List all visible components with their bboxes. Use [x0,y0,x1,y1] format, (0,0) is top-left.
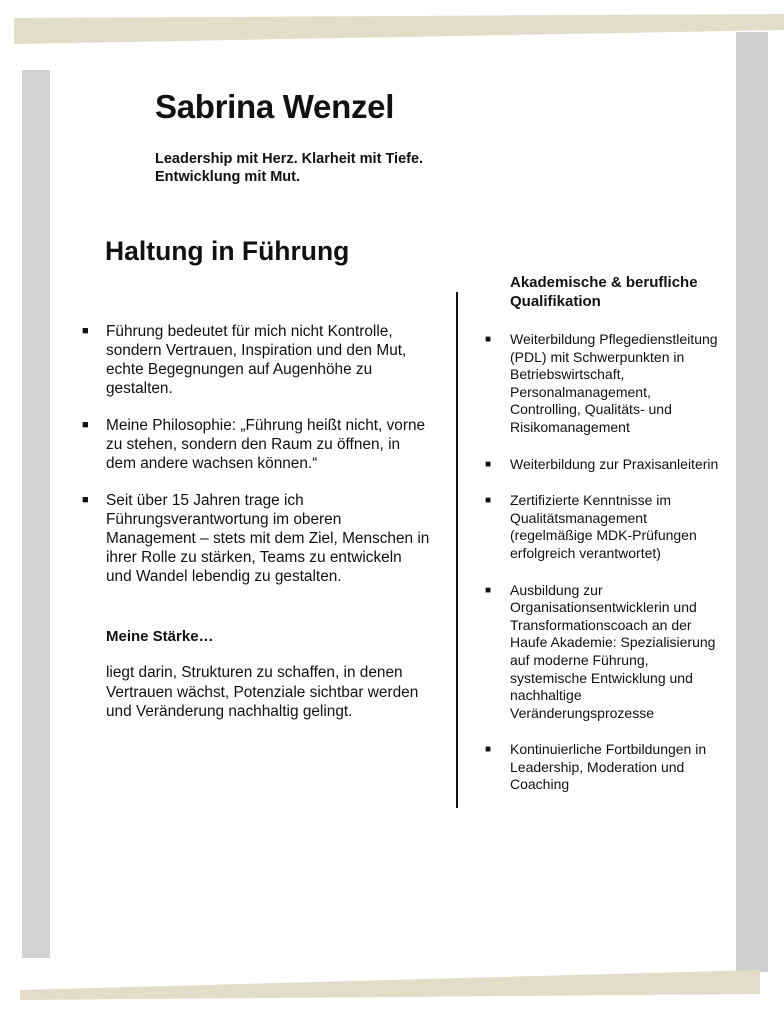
bullet-icon: ■ [485,744,492,756]
list-item-text: Zertifizierte Kenntnisse im Qualitätsmanagement (regelmäßige MDK-Prüfungen erfolgreich verantwortet) [510,492,697,561]
qualifications-list [484,331,724,813]
decorative-bottom-band [0,960,784,1024]
tagline-line-2: Entwicklung mit Mut. [155,169,300,185]
section-heading-qualifications: Akademische & berufliche Qualifikation [510,274,698,310]
list-item [484,331,724,437]
bullet-icon: ■ [82,325,89,337]
decorative-left-bar [22,70,50,958]
list-item [80,416,430,473]
list-item-text: Weiterbildung Pflegedienstleitung (PDL) mit Schwerpunkten in Betriebswirtschaft, Personalmanagement, Controlling, Qualitäts- und Risikomanagement [510,331,718,435]
tagline [155,150,423,186]
section-heading-leadership: Haltung in Führung [105,236,350,266]
bullet-icon: ■ [485,458,492,470]
bullet-icon: ■ [82,494,89,506]
list-item-text: Meine Philosophie: „Führung heißt nicht, vorne zu stehen, sondern den Raum zu öffnen, in dem andere wachsen können.“ [106,417,426,472]
list-item-text: Kontinuierliche Fortbildungen in Leadership, Moderation und Coaching [510,741,707,793]
tagline-line-1: Leadership mit Herz. Klarheit mit Tiefe. [155,151,424,167]
list-item [484,741,724,794]
decorative-right-bar [736,32,768,972]
person-name: Sabrina Wenzel [155,88,395,125]
column-divider [456,292,458,808]
strengths-title: Meine Stärke… [106,628,214,645]
bullet-icon: ■ [82,419,89,431]
list-item [80,322,430,398]
list-item [484,492,724,562]
list-item-text: Weiterbildung zur Praxisanleiterin [510,455,719,472]
strengths-text: liegt darin, Strukturen zu schaffen, in denen Vertrauen wächst, Potenziale sichtbar werden und Veränderung nachhaltig gelingt. [106,664,419,720]
bullet-icon: ■ [485,584,492,596]
list-item-text: Ausbildung zur Organisationsentwicklerin und Transformationscoach an der Haufe Akademie: Spezialisierung auf moderne Führung, systemische Entwicklung und nachhaltige Veränderungsprozesse [510,581,716,721]
list-item [484,456,724,474]
bullet-icon: ■ [485,334,492,345]
list-item [484,582,724,723]
bullet-icon: ■ [485,495,492,507]
list-item-text: Seit über 15 Jahren trage ich Führungsverantwortung im oberen Management – stets mit dem Ziel, Menschen in ihrer Rolle zu stärken, Teams zu entwickeln und Wandel lebendig zu gestalten. [106,492,430,585]
list-item-text: Führung bedeutet für mich nicht Kontrolle, sondern Vertrauen, Inspiration und den Mut, echte Begegnungen auf Augenhöhe zu gestalten. [106,323,407,397]
strengths-block [106,627,436,722]
list-item [80,491,430,586]
leadership-list [80,322,430,604]
